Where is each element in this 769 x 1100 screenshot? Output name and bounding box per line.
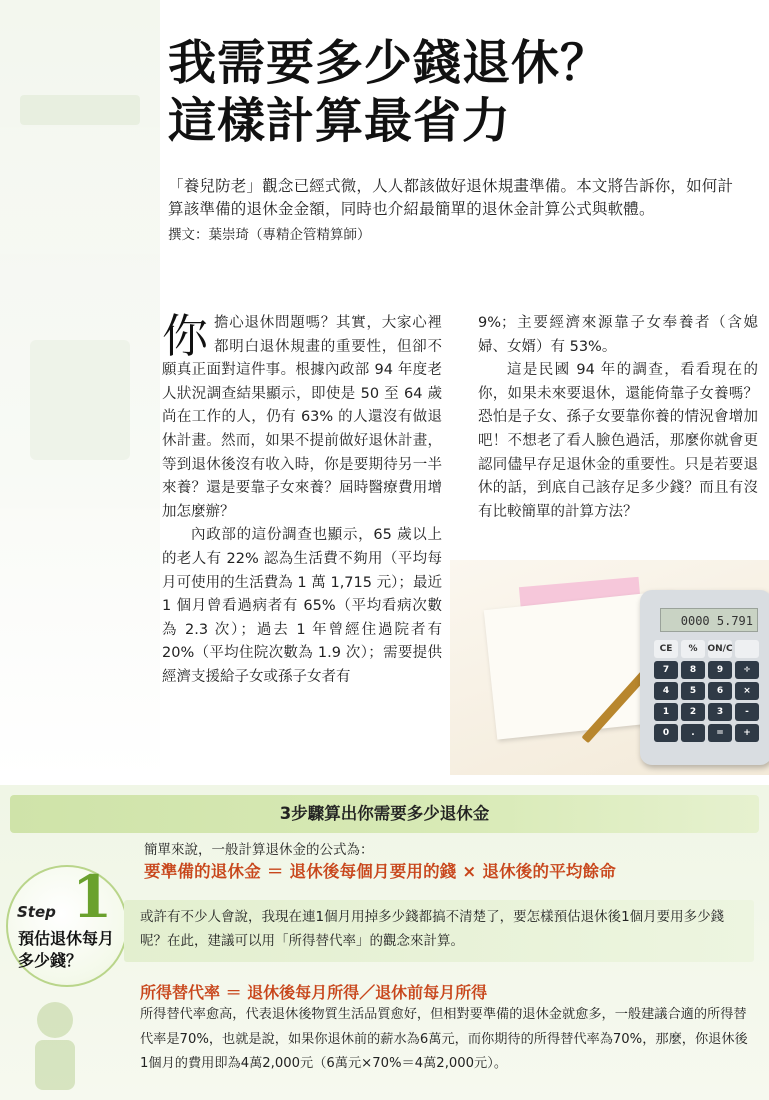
- calculator-display: 0000 5.791: [660, 608, 758, 632]
- formula-intro: 簡單來說，一般計算退休金的公式為：: [144, 842, 374, 858]
- title-line-2: 這樣計算最省力: [168, 93, 512, 149]
- calculator-key: 1: [654, 703, 678, 721]
- calculator-key: [735, 640, 759, 658]
- calculator-key: +: [735, 724, 759, 742]
- paragraph-3: 這是民國 94 年的調查，看看現在的你，如果未來要退休，還能倚靠子女養嗎？恐怕是子女、孫子女要靠你養的情況會增加吧！不想老了看人臉色過活，那麼你就會更認同儘早存足退休金的重要性。只是若要退休的話，到底自己該存足多少錢？而且有沒有比較簡單的計算方法？: [478, 362, 758, 520]
- article-column-left: [162, 309, 442, 690]
- calculator-key: CE: [654, 640, 678, 658]
- article-column-right: [478, 312, 758, 524]
- calculator-key: .: [681, 724, 705, 742]
- calculator-key: 4: [654, 682, 678, 700]
- calculator-key: 7: [654, 661, 678, 679]
- calculator-key: 5: [681, 682, 705, 700]
- step-text: 或許有不少人會說，我現在連1個月用掉多少錢都搞不清楚了，要怎樣預估退休後1個月要用多少錢呢？在此，建議可以用「所得替代率」的觀念來計算。: [140, 909, 725, 949]
- calculator-key: =: [708, 724, 732, 742]
- background-decoration: [20, 95, 140, 125]
- paragraph-2-continued: 9%；主要經濟來源靠子女奉養者（含媳婦、女婿）有 53%。: [478, 315, 758, 355]
- author-byline: 撰文：葉崇琦（專精企管精算師）: [168, 227, 371, 243]
- step-number: 1: [72, 863, 113, 931]
- paragraph-2: 內政部的這份調查也顯示，65 歲以上的老人有 22% 認為生活費不夠用（平均每月可使用的生活費為 1 萬 1,715 元）；最近 1 個月曾看過病者有 65%（平均看病次數為 2.3 次）；過去 1 年曾經住過院者有 20%（平均住院次數為 1.9 次）；需要提供經濟支援給子女或孫子女者有: [162, 527, 442, 685]
- drop-cap: 你: [162, 309, 208, 363]
- title-line-1: 我需要多少錢退休？: [168, 35, 610, 91]
- calculator-keypad: [654, 640, 764, 742]
- background-decoration: [30, 340, 130, 460]
- calculator-key: 9: [708, 661, 732, 679]
- paragraph-1: [162, 309, 442, 524]
- calculator-key: 6: [708, 682, 732, 700]
- box-title: 3步驟算出你需要多少退休金: [279, 804, 490, 823]
- calculator-key: ÷: [735, 661, 759, 679]
- calculator-key: 3: [708, 703, 732, 721]
- replacement-ratio-text: 所得替代率愈高，代表退休後物質生活品質愈好，但相對要準備的退休金就愈多，一般建議合適的所得替代率是70%，也就是說，如果你退休前的薪水為6萬元，而你期待的所得替代率為70%，那麼，你退休後1個月的費用即為4萬2,000元（6萬元×70%＝4萬2,000元）。: [140, 1007, 748, 1071]
- step-label: Step: [17, 903, 56, 921]
- calculator-key: ×: [735, 682, 759, 700]
- calculator-key: %: [681, 640, 705, 658]
- replacement-ratio-formula: 所得替代率 ＝ 退休後每月所得／退休前每月所得: [140, 983, 488, 1002]
- calculator-key: 2: [681, 703, 705, 721]
- calculator-key: 8: [681, 661, 705, 679]
- decorative-figure-icon: [0, 990, 120, 1100]
- calculator-photo: [450, 560, 769, 775]
- calculator-key: -: [735, 703, 759, 721]
- step-title: 預估退休每月多少錢？: [18, 929, 115, 970]
- calculator-key: 0: [654, 724, 678, 742]
- calculator: [640, 590, 769, 765]
- paragraph-1-text: 擔心退休問題嗎？其實，大家心裡都明白退休規畫的重要性，但卻不願真正面對這件事。根據內政部 94 年度老人狀況調查結果顯示，即使是 50 至 64 歲尚在工作的人，仍有 63% 的人還沒有做退休計畫。然而，如果不提前做好退休計畫，等到退休後沒有收入時，你是要期待另一半來養？還是要靠子女來養？屆時醫療費用增加怎麼辦？: [162, 315, 442, 520]
- calculator-key: ON/C: [708, 640, 732, 658]
- lead-paragraph: 「養兒防老」觀念已經式微，人人都該做好退休規畫準備。本文將告訴你，如何計算該準備的退休金金額，同時也介紹最簡單的退休金計算公式與軟體。: [168, 177, 734, 218]
- retirement-formula: 要準備的退休金 ＝ 退休後每個月要用的錢 × 退休後的平均餘命: [144, 862, 617, 881]
- article-title: [168, 34, 748, 150]
- background-left-panel: [0, 0, 160, 780]
